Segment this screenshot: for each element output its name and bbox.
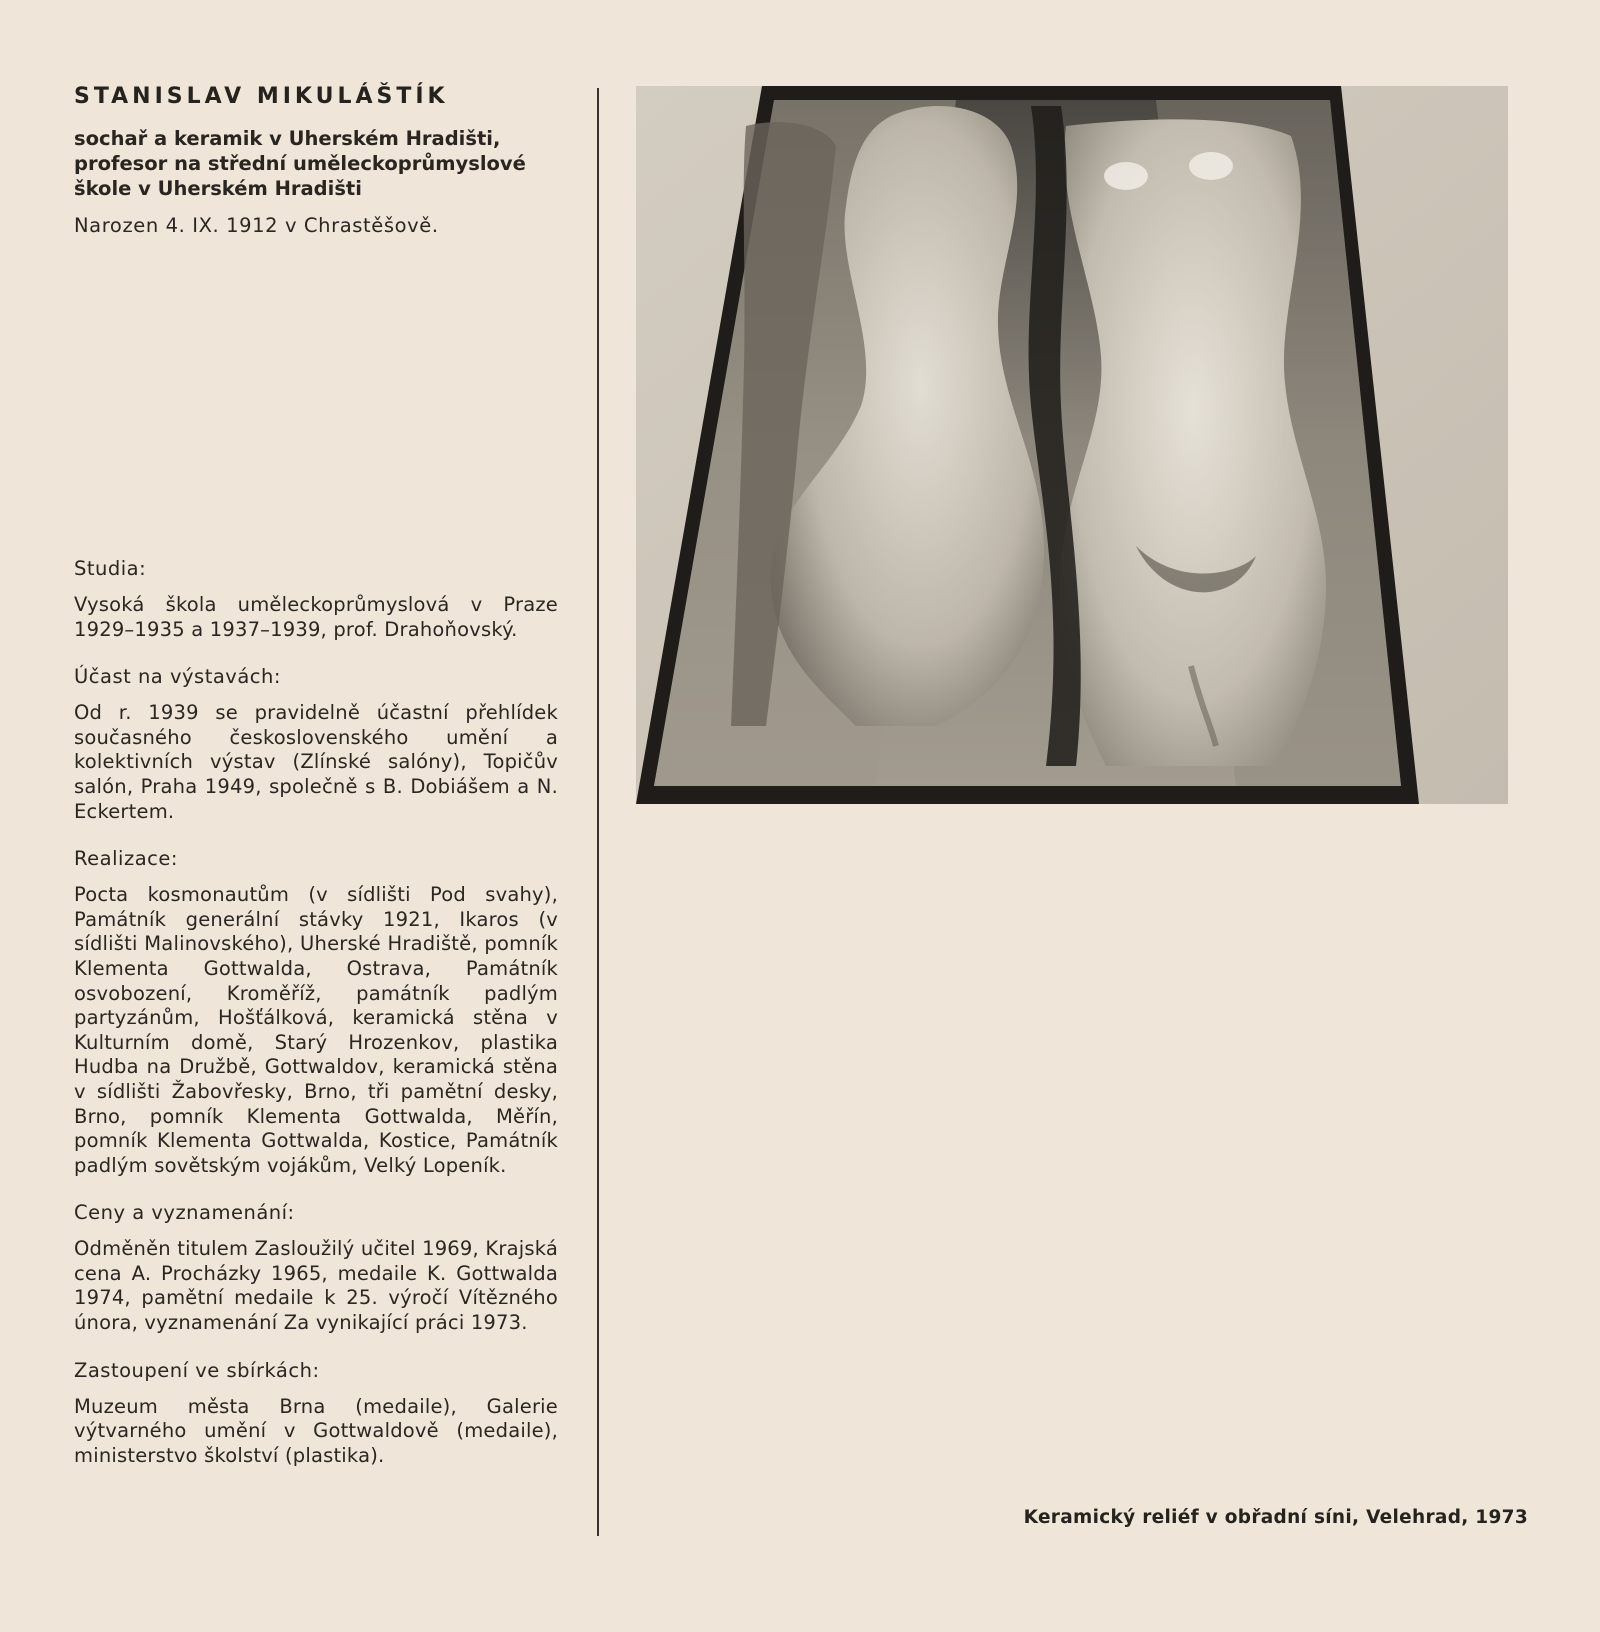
column-divider (597, 88, 599, 1536)
birth-info: Narozen 4. IX. 1912 v Chrastěšově. (74, 214, 439, 237)
section-body-studies: Vysoká škola uměleckoprůmyslová v Praze 1929–1935 a 1937–1939, prof. Drahoňovský. (74, 593, 558, 641)
relief-image (636, 86, 1508, 804)
section-heading-exhibitions: Účast na výstavách: (74, 665, 281, 689)
artist-profession: sochař a keramik v Uherském Hradišti, profesor na střední uměleckoprůmyslové škole v Uherském Hradišti (74, 127, 526, 200)
section-body-collections: Muzeum města Brna (medaile), Galerie výtvarného umění v Gottwaldově (medaile), ministerstvo školství (plastika). (74, 1394, 558, 1467)
section-body-exhibitions: Od r. 1939 se pravidelně účastní přehlídek současného československého umění a kolektivních výstav (Zlínské salóny), Topičův salón, Praha 1949, společně s B. Dobiášem a N. Eckertem. (74, 701, 558, 823)
section-heading-studies: Studia: (74, 557, 147, 580)
biography-sections (74, 556, 558, 1490)
section-heading-realizations: Realizace: (74, 847, 178, 871)
section-heading-awards: Ceny a vyznamenání: (74, 1201, 295, 1225)
relief-photograph (636, 86, 1508, 804)
section-heading-collections: Zastoupení ve sbírkách: (74, 1358, 320, 1382)
figure-caption: Keramický reliéf v obřadní síni, Velehrad, 1973 (1023, 1507, 1528, 1528)
section-body-realizations: Pocta kosmonautům (v sídlišti Pod svahy), Památník generální stávky 1921, Ikaros (v sídlišti Malinovského), Uherské Hradiště, pomník Klementa Gottwalda, Ostrava, Památník osvobození, Kroměříž, památník padlým partyzánům, Hošťálková, keramická stěna v Kulturním domě, Starý Hrozenkov, plastika Hudba na Družbě, Gottwaldov, keramická stěna v sídlišti Žabovřesky, Brno, tři pamětní desky, Brno, pomník Klementa Gottwalda, Měřín, pomník Klementa Gottwalda, Kostice, Památník padlým sovětským vojákům, Velký Lopeník. (74, 883, 558, 1177)
section-body-awards: Odměněn titulem Zasloužilý učitel 1969, Krajská cena A. Procházky 1965, medaile K. Gottwalda 1974, pamětní medaile k 25. výročí Vítězného února, vyznamenání Za vynikající práci 1973. (74, 1237, 558, 1335)
artist-name: STANISLAV MIKULÁŠTÍK (74, 84, 449, 109)
artist-header (74, 82, 560, 238)
